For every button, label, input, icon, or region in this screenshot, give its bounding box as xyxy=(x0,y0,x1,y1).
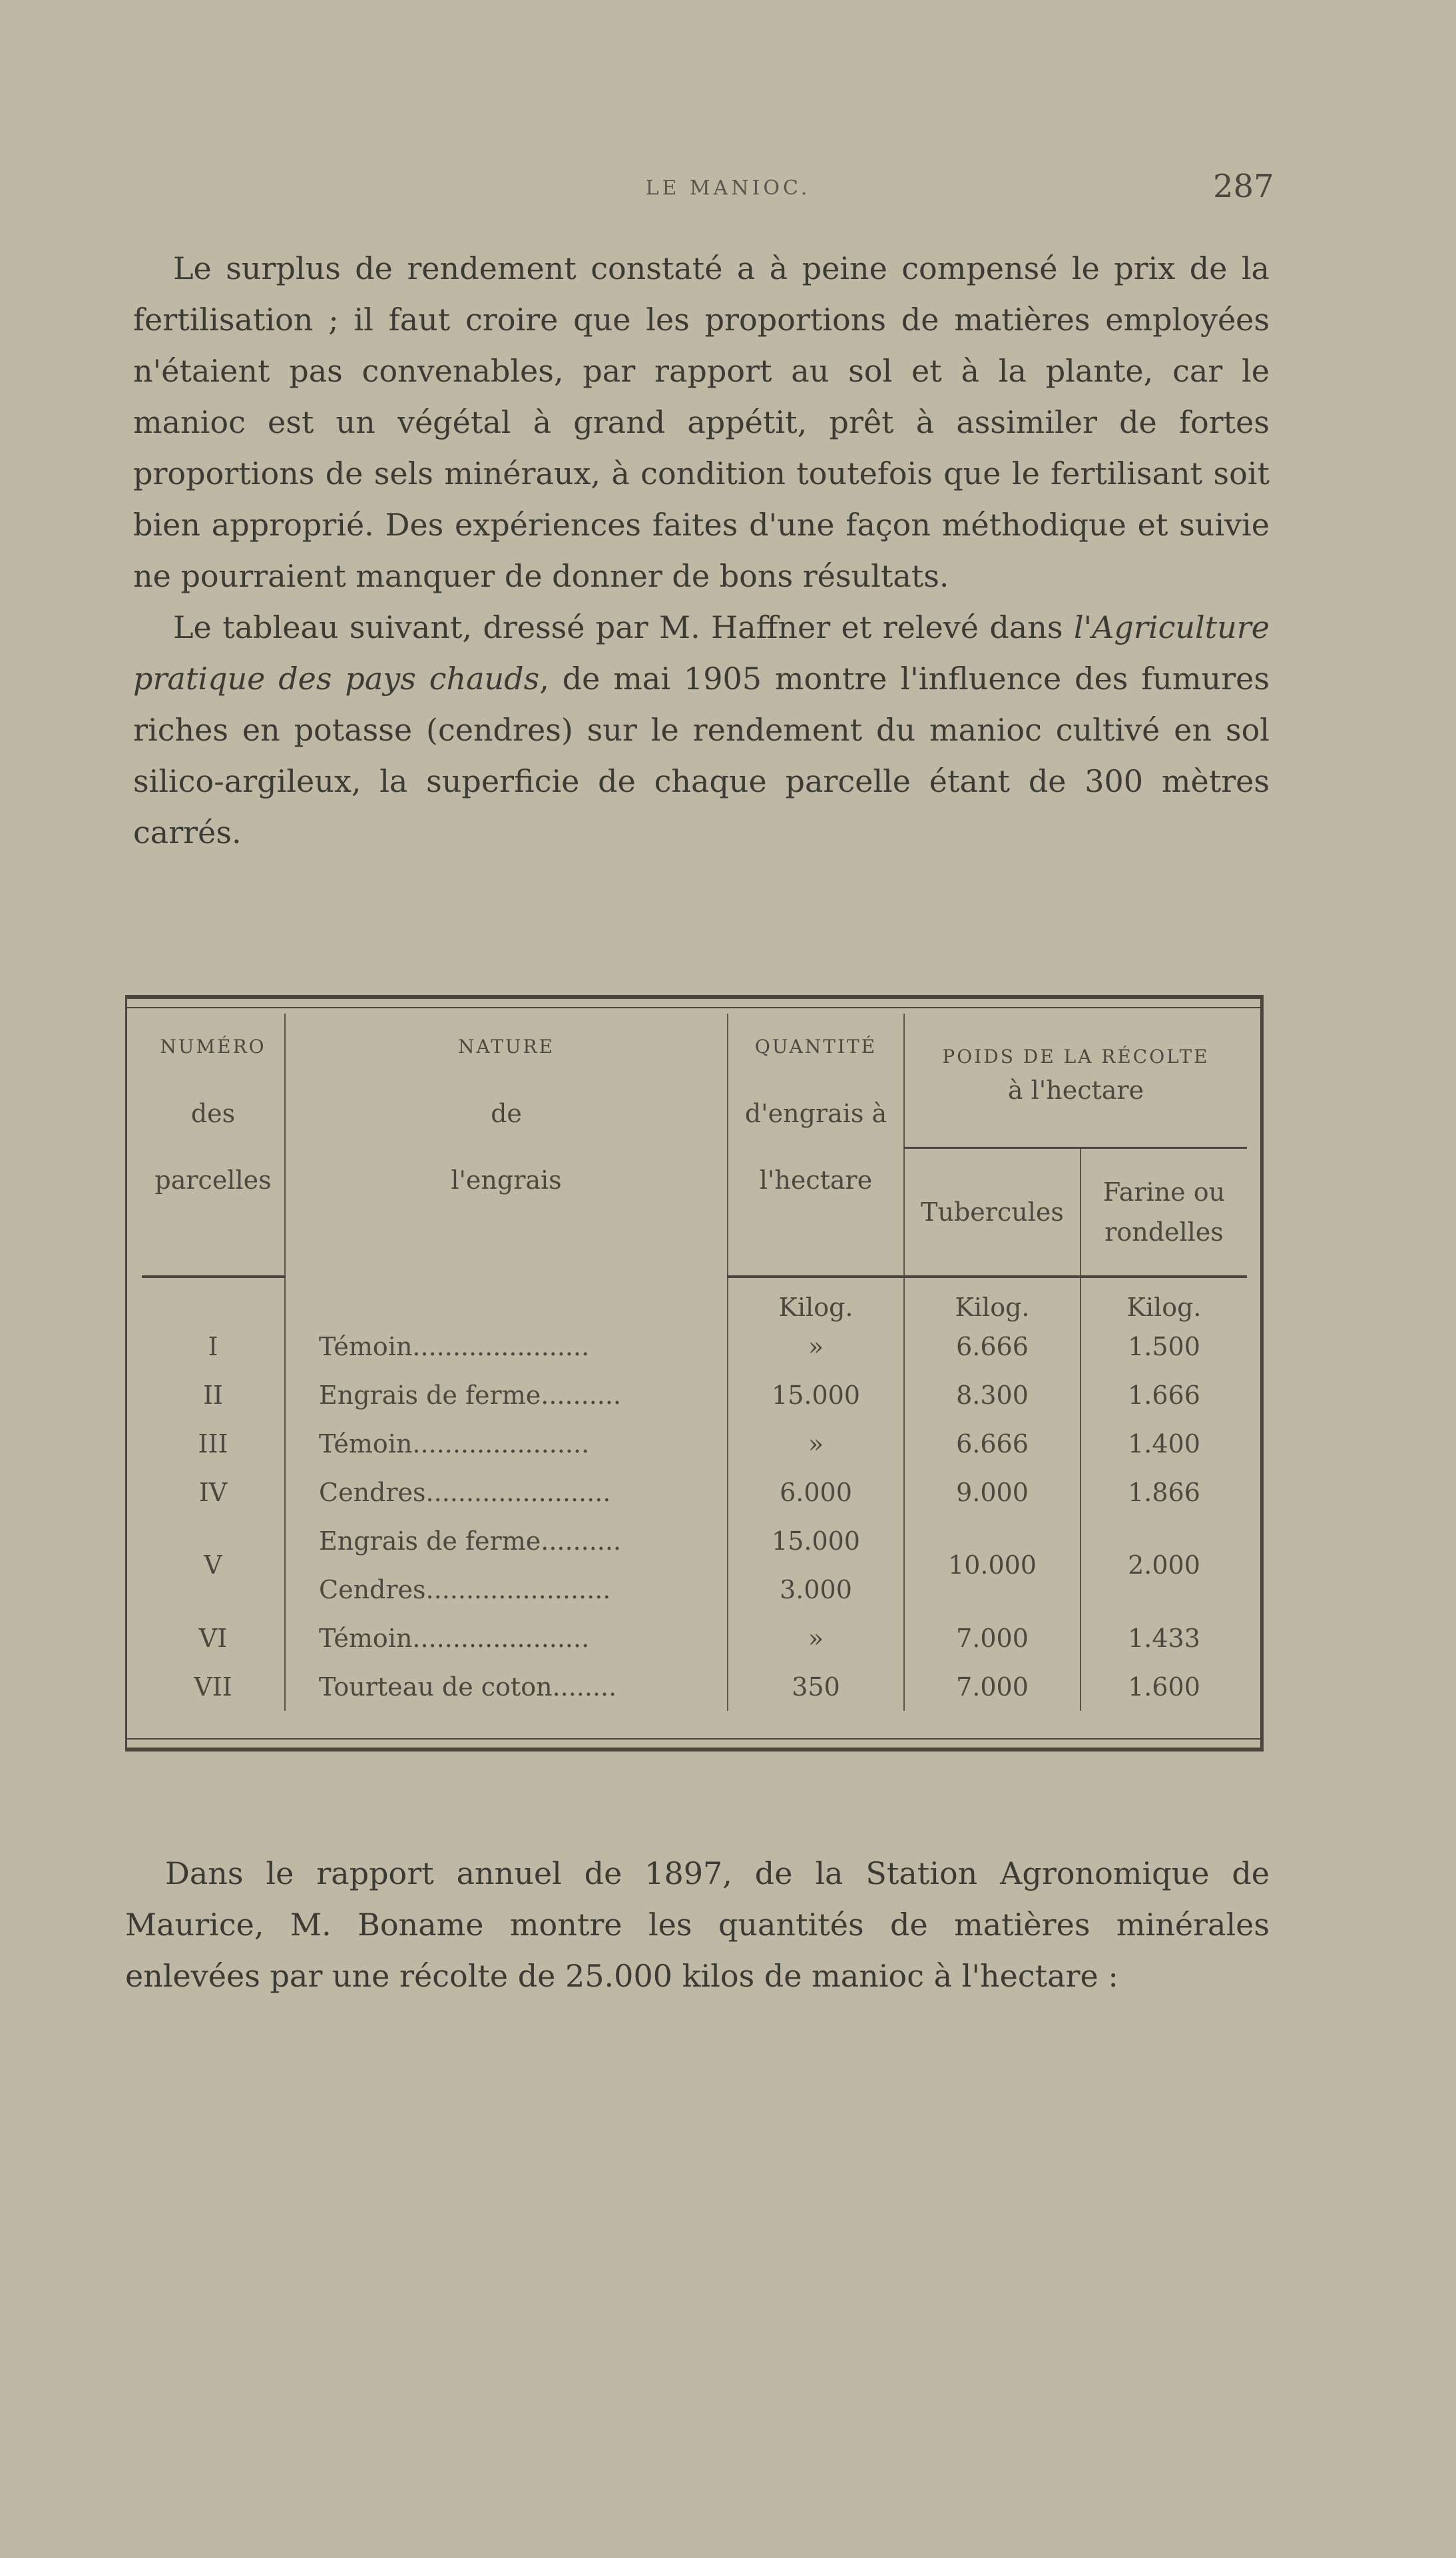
fertilizer-table xyxy=(142,1014,1247,1711)
table-row: Cendres....................... 3.000 xyxy=(142,1565,1247,1614)
table-row: VI Témoin...................... » 7.000 1.433 xyxy=(142,1614,1247,1662)
table-row: VII Tourteau de coton........ 350 7.000 1.600 xyxy=(142,1662,1247,1711)
header-poids: POIDS DE LA RÉCOLTE à l'hectare xyxy=(904,1014,1247,1148)
page-number: 287 xyxy=(1213,168,1274,205)
units-row xyxy=(142,1278,1247,1322)
table-row: I Témoin...................... » 6.666 1.500 xyxy=(142,1322,1247,1371)
header-farine: Farine ou rondelles xyxy=(1081,1148,1247,1277)
header-tubercules: Tubercules xyxy=(904,1148,1081,1277)
journal-title: l'Agriculture pratique des pays chauds xyxy=(133,609,1270,697)
table-row: III Témoin...................... » 6.666 1.400 xyxy=(142,1419,1247,1468)
header-quantite: QUANTITÉ d'engrais à l'hectare xyxy=(728,1014,904,1277)
fertilizer-table-frame xyxy=(125,995,1264,1752)
table-row: IV Cendres....................... 6.000 9.000 1.866 xyxy=(142,1468,1247,1516)
unit-quantite: Kilog. xyxy=(728,1278,904,1322)
paragraph-2-text-end: , de mai 1905 montre l'influence des fumures riches en potasse (cendres) sur le rendement du manioc cultivé en sol silico-argileux, la superficie de chaque parcelle étant de 300 mètres carrés. xyxy=(133,661,1270,850)
body-text-top xyxy=(133,243,1270,858)
paragraph-2 xyxy=(133,602,1270,858)
table-row: II Engrais de ferme.......... 15.000 8.300 1.666 xyxy=(142,1371,1247,1419)
running-head: LE MANIOC. xyxy=(645,176,811,200)
paragraph-1: Le surplus de rendement constaté a à peine compensé le prix de la fertilisation ; il faut croire que les proportions de matières employées n'étaient pas convenables, par rapport au sol et à la plante, car le manioc est un végétal à grand appétit, prêt à assimiler de fortes proportions de sels minéraux, à condition toutefois que le fertilisant soit bien approprié. Des expériences faites d'une façon méthodique et suivie ne pourraient manquer de donner de bons résultats. xyxy=(133,250,1270,594)
paragraph-2-text: Le tableau suivant, dressé par M. Haffner et relevé dans xyxy=(173,609,1074,645)
header-nature: NATURE de l'engrais xyxy=(285,1014,728,1277)
unit-tubercules: Kilog. xyxy=(904,1278,1081,1322)
header-numero: NUMÉRO des parcelles xyxy=(154,1036,272,1195)
body-text-bottom xyxy=(125,1848,1270,2002)
unit-farine: Kilog. xyxy=(1081,1278,1247,1322)
table-row: V Engrais de ferme.......... 15.000 10.000 2.000 xyxy=(142,1516,1247,1565)
table-header-row xyxy=(142,1014,1247,1148)
paragraph-3: Dans le rapport annuel de 1897, de la Station Agronomique de Maurice, M. Boname montre les quantités de matières minérales enlevées par une récolte de 25.000 kilos de manioc à l'hectare : xyxy=(125,1855,1270,1994)
